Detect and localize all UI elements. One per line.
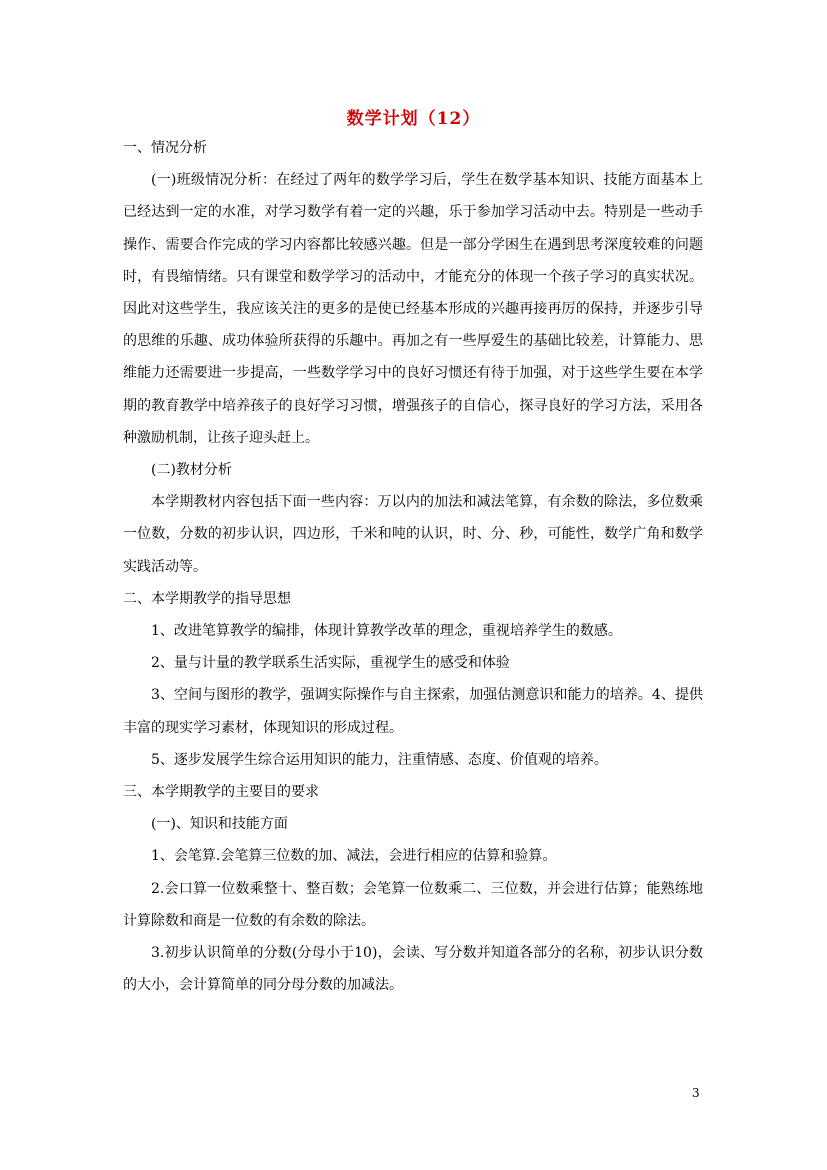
- paragraph-class-analysis: (一)班级情况分析：在经过了两年的数学学习后，学生在数学基本知识、技能方面基本上已经达到一定的水准，对学习数学有着一定的兴趣，乐于参加学习活动中去。特别是一些动手操作、需要合作完成的学习内容都比较感兴趣。但是一部分学困生在遇到思考深度较难的问题时，有畏缩情绪。只有课堂和数学学习的活动中，才能充分的体现一个孩子学习的真实状况。因此对这些学生，我应该关注的更多的是使已经基本形成的兴趣再接再厉的保持，并逐步引导的思维的乐趣、成功体验所获得的乐趣中。再加之有一些厚爱生的基础比较差，计算能力、思维能力还需要进一步提高，一些数学学习中的良好习惯还有待于加强，对于这些学生要在本学期的教育教学中培养孩子的良好学习习惯，增强孩子的自信心，探寻良好的学习方法，采用各种激励机制，让孩子迎头赶上。: [123, 172, 703, 446]
- objective-item-2: 2.会口算一位数乘整十、整百数；会笔算一位数乘二、三位数，并会进行估算；能熟练地计算除数和商是一位数的有余数的除法。: [123, 880, 703, 929]
- guideline-item-5: 5、逐步发展学生综合运用知识的能力，注重情感、态度、价值观的培养。: [151, 751, 608, 768]
- page-number: 3: [692, 1086, 700, 1100]
- section-heading-2: 二、本学期教学的指导思想: [123, 590, 291, 607]
- section-heading-3: 三、本学期教学的主要目的要求: [123, 784, 319, 801]
- guideline-item-3-4: 3、空间与图形的教学，强调实际操作与自主探索，加强估测意识和能力的培养。4、提供丰富的现实学习素材，体现知识的形成过程。: [123, 687, 703, 736]
- document-title: 数学计划（12）: [346, 109, 481, 129]
- section-heading-1: 一、情况分析: [123, 140, 207, 156]
- guideline-item-1: 1、改进笔算教学的编排，体现计算教学改革的理念，重视培养学生的数感。: [151, 623, 622, 640]
- document-body: [123, 132, 703, 1001]
- guideline-item-2: 2、量与计量的教学联系生活实际，重视学生的感受和体验: [151, 655, 510, 672]
- objective-item-3: 3.初步认识简单的分数(分母小于10)，会读、写分数并知道各部分的名称，初步认识分数的大小，会计算简单的同分母分数的加减法。: [123, 945, 703, 994]
- subheading-knowledge-skills: (一)、知识和技能方面: [151, 816, 288, 833]
- subheading-textbook-analysis: (二)教材分析: [151, 462, 232, 479]
- paragraph-textbook-content: 本学期教材内容包括下面一些内容：万以内的加法和减法笔算，有余数的除法，多位数乘一位数，分数的初步认识，四边形，千米和吨的认识，时、分、秒，可能性，数学广角和数学实践活动等。: [123, 494, 703, 575]
- objective-item-1: 1、会笔算.会笔算三位数的加、减法，会进行相应的估算和验算。: [151, 848, 557, 865]
